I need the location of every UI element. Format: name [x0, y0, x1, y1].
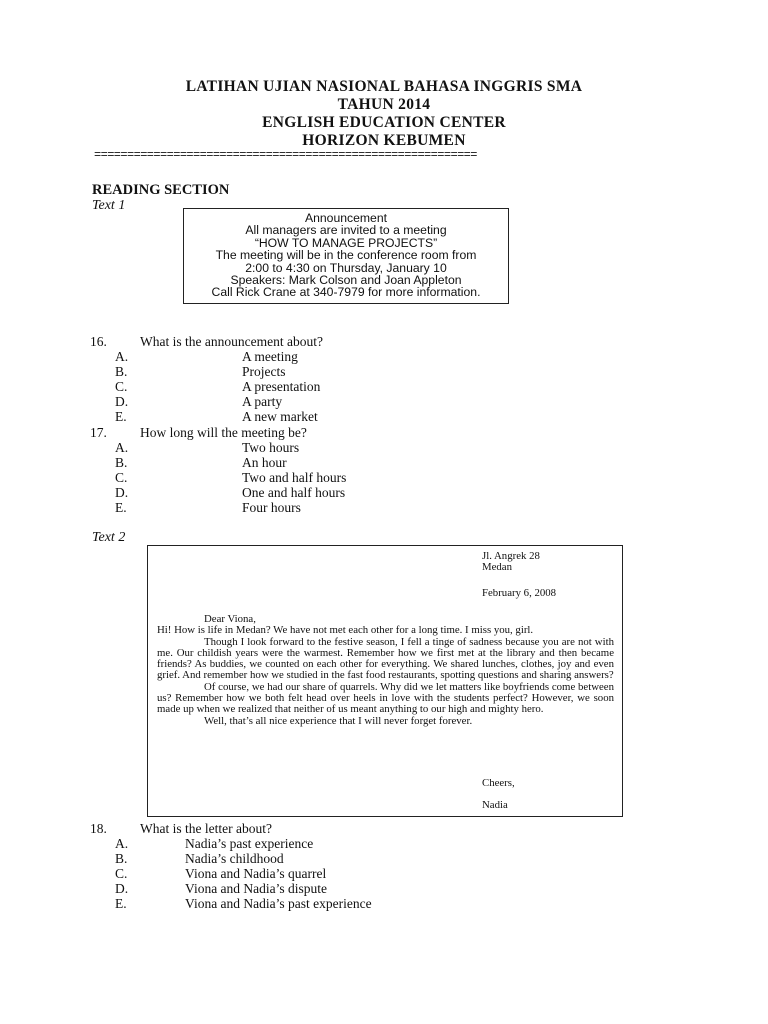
- option-row: [90, 440, 346, 455]
- letter-paragraph: Though I look forward to the festive season, I fell a tinge of sadness because you are not with me. Our childish years were the warmest. Remember how we first met at the library and then became friends? As buddies, we counted on each other for everything. We shared lunches, clothes, joy and even grief. And remember how we studied in the fast food restaurants, spotting questions and sharing answers?: [157, 635, 614, 682]
- question-text: How long will the meeting be?: [140, 425, 307, 440]
- letter-closing: [482, 778, 515, 812]
- option-letter: C.: [115, 379, 128, 395]
- question-number: 17.: [90, 425, 107, 440]
- option-letter: B.: [115, 851, 128, 867]
- option-letter: D.: [115, 485, 129, 501]
- option-row: [90, 364, 323, 379]
- option-letter: B.: [115, 364, 128, 380]
- section-heading: READING SECTION: [92, 182, 230, 198]
- option-text: Projects: [242, 364, 286, 380]
- option-row: [90, 485, 346, 500]
- letter-salutation: Dear Viona,: [204, 613, 256, 625]
- option-text: Nadia’s past experience: [185, 836, 314, 852]
- option-letter: A.: [115, 440, 129, 456]
- option-letter: C.: [115, 866, 128, 882]
- question-number: 18.: [90, 821, 107, 836]
- announcement-line: All managers are invited to a meeting: [245, 223, 447, 238]
- option-letter: E.: [115, 896, 127, 912]
- option-text: Two and half hours: [242, 470, 347, 486]
- letter-address: [482, 551, 540, 574]
- option-row: [90, 379, 323, 394]
- option-letter: E.: [115, 409, 127, 425]
- option-row: [90, 470, 346, 485]
- letter-date: February 6, 2008: [482, 587, 557, 599]
- option-row: [90, 836, 372, 851]
- option-text: Viona and Nadia’s past experience: [185, 896, 372, 912]
- letter-paragraph: Well, that’s all nice experience that I will never forget forever.: [204, 714, 473, 727]
- title-institution: ENGLISH EDUCATION CENTER: [262, 114, 506, 131]
- option-row: [90, 851, 372, 866]
- announcement-box: [183, 208, 509, 304]
- question-number: 16.: [90, 334, 107, 349]
- option-letter: A.: [115, 836, 129, 852]
- text1-label: Text 1: [92, 198, 126, 213]
- separator-line: ==========================================================: [94, 148, 477, 162]
- option-text: Two hours: [242, 440, 300, 456]
- announcement-line: The meeting will be in the conference room from: [215, 248, 477, 263]
- option-text: An hour: [242, 455, 287, 471]
- question-17: [90, 425, 346, 516]
- announcement-line: Announcement: [305, 211, 387, 225]
- letter-paragraph: Hi! How is life in Medan? We have not met each other for a long time. I miss you, girl.: [157, 624, 534, 637]
- announcement-line: Speakers: Mark Colson and Joan Appleton: [230, 273, 462, 288]
- title-line: LATIHAN UJIAN NASIONAL BAHASA INGGRIS SMA: [185, 78, 583, 95]
- question-16: [90, 334, 323, 425]
- option-row: [90, 500, 346, 515]
- option-letter: E.: [115, 500, 127, 516]
- option-text: Viona and Nadia’s quarrel: [185, 866, 327, 882]
- address-city: Medan: [482, 561, 512, 574]
- option-text: A meeting: [242, 349, 298, 365]
- letter-body: [157, 614, 614, 727]
- option-letter: B.: [115, 455, 128, 471]
- document-title: [0, 78, 768, 150]
- option-letter: D.: [115, 881, 129, 897]
- option-letter: A.: [115, 349, 129, 365]
- question-text: What is the letter about?: [140, 821, 272, 836]
- letter-paragraph: Of course, we had our share of quarrels. Why did we let matters like boyfriends come between us? Remember how we both felt head over heels in love with the students perfect? However, we soon made up when we realized that neither of us meant anything to our high and mighty hero.: [157, 680, 614, 716]
- option-text: Nadia’s childhood: [185, 851, 284, 867]
- option-text: Four hours: [242, 500, 301, 516]
- announcement-line: “HOW TO MANAGE PROJECTS”: [254, 235, 438, 250]
- address-street: Jl. Angrek 28: [482, 550, 540, 562]
- option-row: [90, 866, 372, 881]
- option-text: A presentation: [242, 379, 321, 395]
- option-text: A party: [242, 394, 283, 410]
- option-row: [90, 896, 372, 911]
- question-18: [90, 821, 372, 912]
- question-text: What is the announcement about?: [140, 334, 323, 349]
- announcement-line: Call Rick Crane at 340-7979 for more information.: [211, 285, 481, 300]
- title-location: HORIZON KEBUMEN: [302, 132, 466, 149]
- letter-box: [147, 545, 623, 817]
- option-text: One and half hours: [242, 485, 346, 501]
- announcement-line: 2:00 to 4:30 on Thursday, January 10: [245, 260, 447, 275]
- title-year: TAHUN 2014: [337, 96, 431, 113]
- closing-word: Cheers,: [482, 777, 515, 789]
- option-row: [90, 394, 323, 409]
- option-row: [90, 881, 372, 896]
- option-row: [90, 455, 346, 470]
- option-text: A new market: [242, 409, 318, 425]
- signature: Nadia: [482, 799, 508, 812]
- option-letter: C.: [115, 470, 128, 486]
- text2-label: Text 2: [92, 530, 126, 545]
- option-row: [90, 349, 323, 364]
- option-row: [90, 409, 323, 424]
- option-text: Viona and Nadia’s dispute: [185, 881, 328, 897]
- option-letter: D.: [115, 394, 129, 410]
